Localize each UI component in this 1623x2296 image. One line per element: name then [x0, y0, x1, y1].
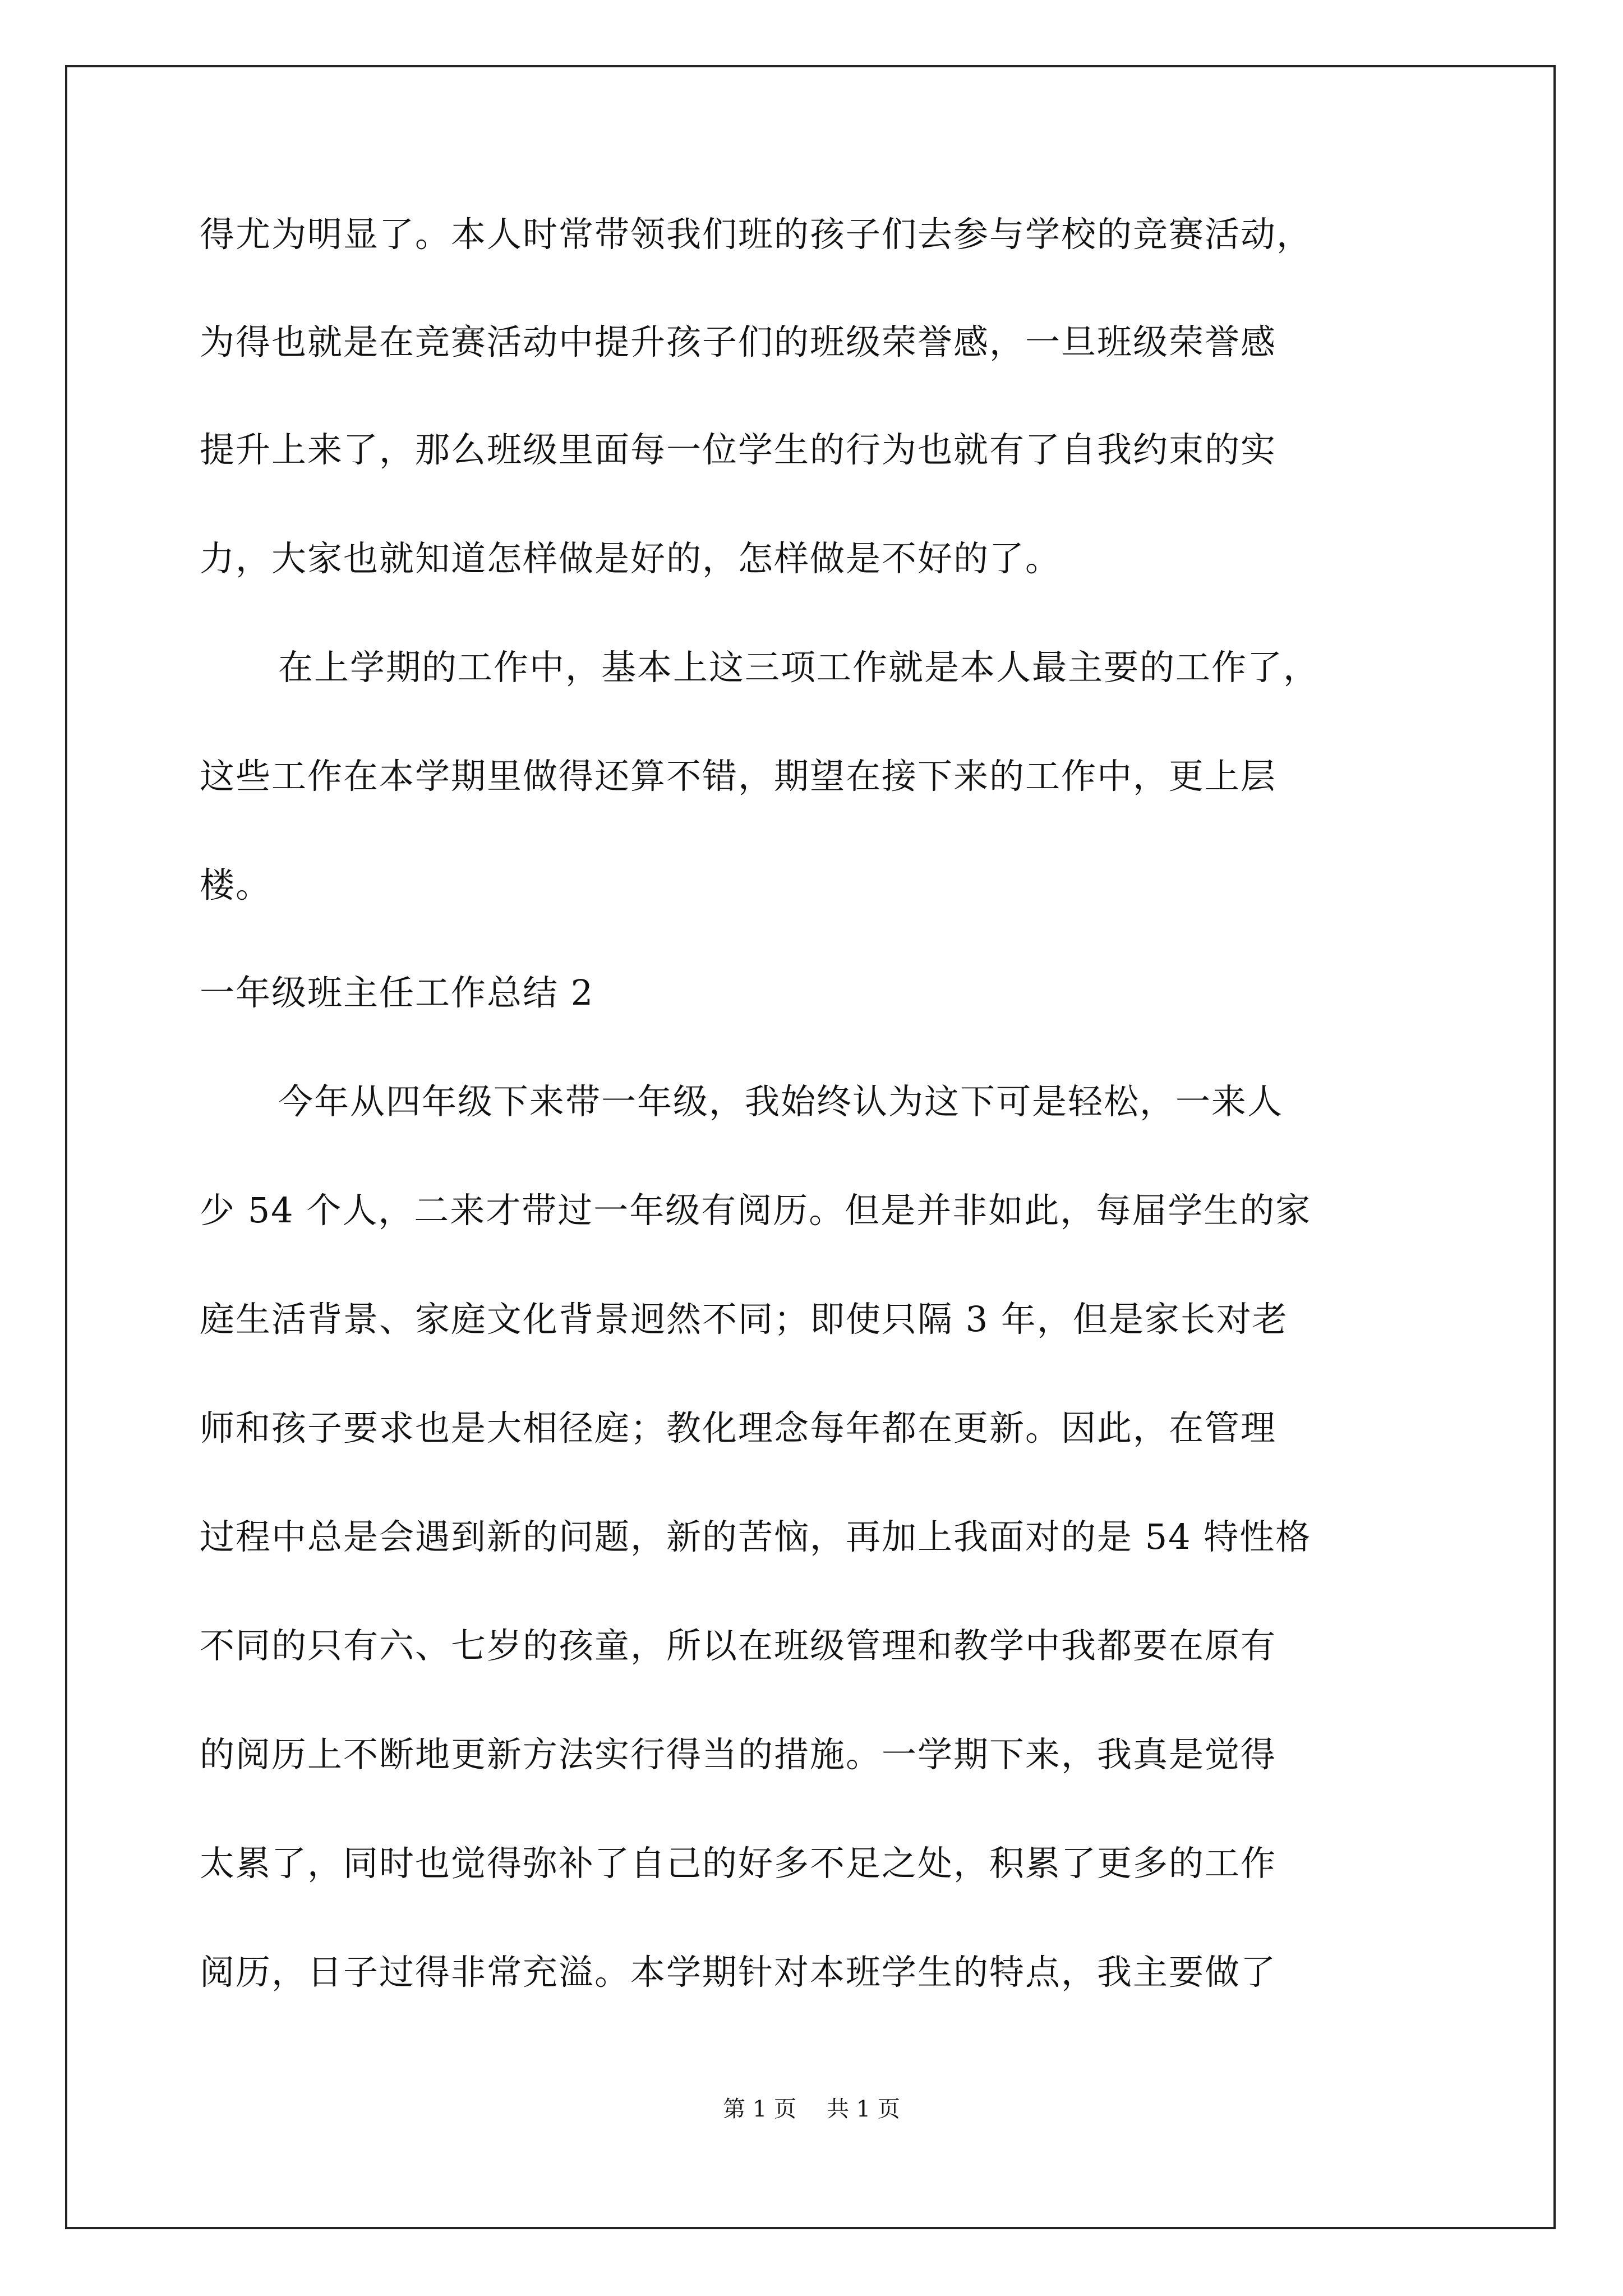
paragraph-line: 师和孩子要求也是大相径庭；教化理念每年都在更新。因此，在管理	[200, 1407, 1277, 1448]
page-number: 第 1 页	[723, 2096, 796, 2122]
paragraph-line: 这些工作在本学期里做得还算不错，期望在接下来的工作中，更上层	[200, 756, 1277, 797]
paragraph-line: 力，大家也就知道怎样做是好的，怎样做是不好的了。	[200, 538, 1062, 579]
paragraph-line: 过程中总是会遇到新的问题，新的苦恼，再加上我面对的是 54 特性格	[200, 1516, 1312, 1557]
page-border	[65, 65, 1556, 2229]
paragraph-line: 今年从四年级下来带一年级，我始终认为这下可是轻松，一来人	[278, 1081, 1284, 1122]
paragraph-line: 为得也就是在竞赛活动中提升孩子们的班级荣誉感，一旦班级荣誉感	[200, 321, 1277, 362]
paragraph-line: 不同的只有六、七岁的孩童，所以在班级管理和教学中我都要在原有	[200, 1625, 1277, 1666]
paragraph-line: 阅历，日子过得非常充溢。本学期针对本班学生的特点，我主要做了	[200, 1952, 1277, 1993]
page-footer	[0, 2095, 1623, 2123]
paragraph-line: 庭生活背景、家庭文化背景迥然不同；即使只隔 3 年，但是家长对老	[200, 1299, 1288, 1340]
paragraph-line: 提升上来了，那么班级里面每一位学生的行为也就有了自我约束的实	[200, 429, 1277, 470]
section-heading: 一年级班主任工作总结 2	[200, 972, 594, 1013]
page-total: 共 1 页	[827, 2096, 900, 2122]
paragraph-line: 楼。	[200, 864, 272, 905]
paragraph-line: 在上学期的工作中，基本上这三项工作就是本人最主要的工作了，	[278, 647, 1320, 688]
paragraph-line: 太累了，同时也觉得弥补了自己的好多不足之处，积累了更多的工作	[200, 1843, 1277, 1884]
paragraph-line: 的阅历上不断地更新方法实行得当的措施。一学期下来，我真是觉得	[200, 1734, 1277, 1775]
paragraph-line: 得尤为明显了。本人时常带领我们班的孩子们去参与学校的竞赛活动，	[200, 214, 1313, 255]
paragraph-line: 少 54 个人，二来才带过一年级有阅历。但是并非如此，每届学生的家	[200, 1190, 1312, 1231]
